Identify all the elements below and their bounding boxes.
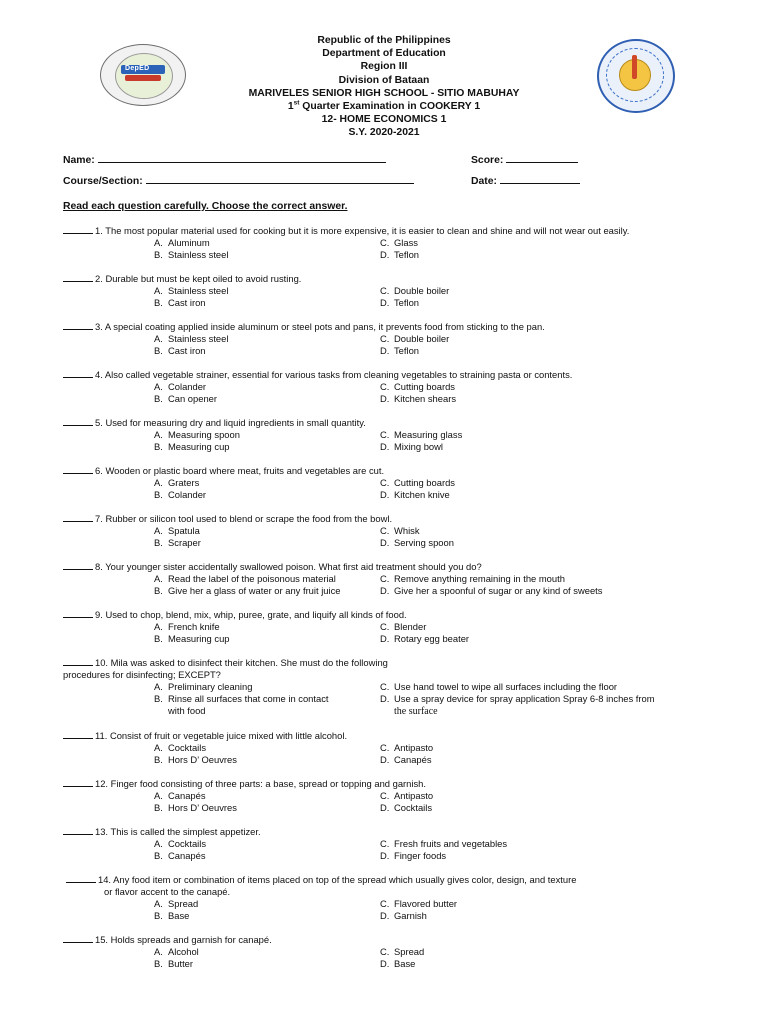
choice-d: D. Cocktails (380, 802, 433, 813)
name-line[interactable] (98, 154, 386, 163)
date-field[interactable] (471, 175, 580, 187)
question-text: Holds spreads and garnish for canapé. (110, 934, 272, 945)
choice-b: B. Stainless steel (154, 249, 229, 260)
answer-blank[interactable] (63, 731, 93, 739)
answer-blank[interactable] (63, 562, 93, 570)
answer-blank[interactable] (63, 610, 93, 618)
answer-blank[interactable] (63, 322, 93, 330)
choices (63, 621, 470, 645)
choice-a: A. Cocktails (154, 838, 207, 849)
choice-d: D. Use a spray device for spray application Spray 6-8 inches from the surface (380, 693, 655, 717)
question-11 (63, 730, 434, 766)
choices (63, 429, 463, 453)
question-9 (63, 609, 470, 645)
question-text: Finger food consisting of three parts: a base, spread or topping and garnish. (110, 778, 426, 789)
question-3 (63, 321, 545, 357)
answer-blank[interactable] (63, 274, 93, 282)
question-number: 11. (95, 730, 108, 741)
header-school-year: S.Y. 2020-2021 (348, 127, 420, 139)
answer-blank[interactable] (63, 226, 93, 234)
choice-b: B. Can opener (154, 393, 217, 404)
choices (63, 742, 434, 766)
choice-d: D. Give her a spoonful of sugar or any kind of sweets (380, 585, 603, 596)
choice-c: C. Antipasto (380, 790, 434, 801)
question-text: This is called the simplest appetizer. (110, 826, 261, 837)
choices (63, 790, 434, 814)
choice-a: A. Measuring spoon (154, 429, 240, 440)
choice-b: B. Cast iron (154, 345, 206, 356)
question-12 (63, 778, 434, 814)
question-text: Rubber or silicon tool used to blend or scrape the food from the bowl. (105, 513, 393, 524)
choices (63, 681, 655, 717)
answer-blank[interactable] (63, 779, 93, 787)
choice-b: B. Measuring cup (154, 441, 230, 452)
question-text: Used to chop, blend, mix, whip, puree, grate, and liquify all kinds of food. (105, 609, 407, 620)
question-text: The most popular material used for cooking but it is more expensive, it is easier to clean and shine and will not wear out easily. (105, 225, 630, 236)
question-text-continued: procedures for disinfecting; EXCEPT? (63, 669, 221, 680)
choice-a: A. Spatula (154, 525, 200, 536)
question-5 (63, 417, 463, 453)
choice-b: B. Cast iron (154, 297, 206, 308)
question-number: 9. (95, 609, 103, 620)
question-text-continued: or flavor accent to the canapé. (104, 886, 231, 897)
question-number: 15. (95, 934, 109, 945)
choice-c: C. Remove anything remaining in the mouth (380, 573, 565, 584)
answer-blank[interactable] (63, 466, 93, 474)
answer-blank[interactable] (66, 875, 96, 883)
name-label: Name: (63, 155, 95, 166)
course-section-field[interactable] (63, 175, 414, 187)
header-department: Department of Education (322, 48, 446, 60)
choice-a: A. Graters (154, 477, 200, 488)
score-label: Score: (471, 155, 504, 166)
question-number: 6. (95, 465, 103, 476)
question-10 (63, 657, 655, 717)
question-1 (63, 225, 629, 261)
choice-a: A. Canapés (154, 790, 206, 801)
choice-c: C. Glass (380, 237, 418, 248)
choice-a: A. Preliminary cleaning (154, 681, 253, 692)
question-text: Also called vegetable strainer, essential for various tasks from cleaning vegetables to straining pasta or contents. (104, 369, 573, 380)
choice-c: C. Double boiler (380, 333, 450, 344)
choices (63, 573, 603, 597)
question-number: 2. (95, 273, 103, 284)
date-line[interactable] (500, 175, 580, 184)
answer-blank[interactable] (63, 658, 93, 666)
choice-d: D. Teflon (380, 297, 420, 308)
score-field[interactable] (471, 154, 578, 166)
question-13 (63, 826, 508, 862)
header-republic: Republic of the Philippines (317, 35, 451, 46)
choice-c: C. Cutting boards (380, 381, 455, 392)
choices (63, 946, 425, 970)
answer-blank[interactable] (63, 827, 93, 835)
question-text: Durable but must be kept oiled to avoid rusting. (105, 273, 302, 284)
question-number: 14. (98, 874, 112, 885)
choice-a: A. Stainless steel (154, 285, 229, 296)
choice-c: C. Spread (380, 946, 425, 957)
header-division: Division of Bataan (338, 74, 430, 86)
choices (63, 237, 629, 261)
question-number: 1. (95, 225, 103, 236)
question-2 (63, 273, 450, 309)
question-4 (63, 369, 572, 405)
choice-a: A. Spread (154, 898, 199, 909)
choice-b: B. Measuring cup (154, 633, 230, 644)
answer-blank[interactable] (63, 514, 93, 522)
choice-c: C. Antipasto (380, 742, 434, 753)
choice-c: C. Measuring glass (380, 429, 463, 440)
question-7 (63, 513, 454, 549)
question-number: 7. (95, 513, 103, 524)
header-school: MARIVELES SENIOR HIGH SCHOOL - SITIO MABUHAY (248, 87, 520, 99)
header-grade: 12- HOME ECONOMICS 1 (321, 114, 447, 126)
choice-a: A. Read the label of the poisonous material (154, 573, 336, 584)
course-section-line[interactable] (146, 175, 414, 184)
choice-d: D. Teflon (380, 345, 420, 356)
choice-d: D. Teflon (380, 249, 420, 260)
choice-b: B. Give her a glass of water or any fruit juice (154, 585, 341, 596)
choice-d: D. Kitchen knive (380, 489, 450, 500)
choice-d: D. Garnish (380, 910, 427, 921)
question-number: 8. (95, 561, 103, 572)
choices (63, 898, 573, 922)
choice-b: B. Scraper (154, 537, 201, 548)
choice-d: D. Mixing bowl (380, 441, 443, 452)
choice-c: C. Whisk (380, 525, 420, 536)
date-label: Date: (471, 176, 497, 187)
choice-c: C. Double boiler (380, 285, 450, 296)
course-section-label: Course/Section: (63, 176, 143, 187)
question-8 (63, 561, 603, 597)
choice-b: B. Canapés (154, 850, 206, 861)
instructions: Read each question carefully. Choose the correct answer. (63, 201, 348, 212)
choice-a: A. French knife (154, 621, 220, 632)
choice-c: C. Fresh fruits and vegetables (380, 838, 508, 849)
choice-d: D. Base (380, 958, 416, 969)
question-14 (66, 874, 576, 922)
answer-blank[interactable] (63, 418, 93, 426)
choice-c: C. Flavored butter (380, 898, 458, 909)
score-line[interactable] (506, 154, 578, 163)
question-text: Consist of fruit or vegetable juice mixed with little alcohol. (109, 730, 348, 741)
document-header (0, 34, 768, 140)
choice-b: B. Hors D’ Oeuvres (154, 754, 237, 765)
question-number: 13. (95, 826, 109, 837)
choice-b: B. Butter (154, 958, 194, 969)
choice-a: A. Colander (154, 381, 207, 392)
question-6 (63, 465, 455, 501)
choice-c: C. Use hand towel to wipe all surfaces including the floor (380, 681, 618, 692)
choice-a: A. Stainless steel (154, 333, 229, 344)
choice-b: B. Colander (154, 489, 207, 500)
name-field[interactable] (63, 154, 386, 166)
choices (63, 381, 572, 405)
choice-d: D. Serving spoon (380, 537, 454, 548)
choice-b: B. Hors D’ Oeuvres (154, 802, 237, 813)
question-text: Used for measuring dry and liquid ingredients in small quantity. (105, 417, 366, 428)
choice-d: D. Rotary egg beater (380, 633, 470, 644)
choice-d: D. Canapés (380, 754, 432, 765)
question-number: 4. (95, 369, 103, 380)
answer-blank[interactable] (63, 935, 93, 943)
question-text: Your younger sister accidentally swallowed poison. What first aid treatment should you do? (105, 561, 482, 572)
choice-c: C. Blender (380, 621, 427, 632)
answer-blank[interactable] (63, 370, 93, 378)
choice-c: C. Cutting boards (380, 477, 455, 488)
choice-a: A. Cocktails (154, 742, 207, 753)
question-text: A special coating applied inside aluminum or steel pots and pans, it prevents food from sticking to the pan. (104, 321, 545, 332)
question-number: 12. (95, 778, 109, 789)
choices (63, 477, 455, 501)
header-region: Region III (360, 61, 408, 73)
question-text: Any food item or combination of items placed on top of the spread which usually gives color, design, and texture (113, 874, 577, 885)
choice-d: D. Kitchen shears (380, 393, 457, 404)
question-number: 10. (95, 657, 109, 668)
seal-logo-text: DepED (125, 65, 150, 72)
choice-d: D. Finger foods (380, 850, 447, 861)
choices (63, 838, 508, 862)
choice-a: A. Aluminum (154, 237, 210, 248)
question-15 (63, 934, 425, 970)
choice-b: B. Rinse all surfaces that come in contact with food (154, 693, 329, 716)
choices (63, 525, 454, 549)
question-text: Mila was asked to disinfect their kitchen. She must do the following (110, 657, 388, 668)
choice-a: A. Alcohol (154, 946, 199, 957)
header-exam-title: 1st Quarter Examination in COOKERY 1 (287, 99, 481, 113)
choice-b: B. Base (154, 910, 190, 921)
choices (63, 333, 545, 357)
question-text: Wooden or plastic board where meat, fruits and vegetables are cut. (105, 465, 385, 476)
question-number: 5. (95, 417, 103, 428)
question-number: 3. (95, 321, 103, 332)
choices (63, 285, 450, 309)
